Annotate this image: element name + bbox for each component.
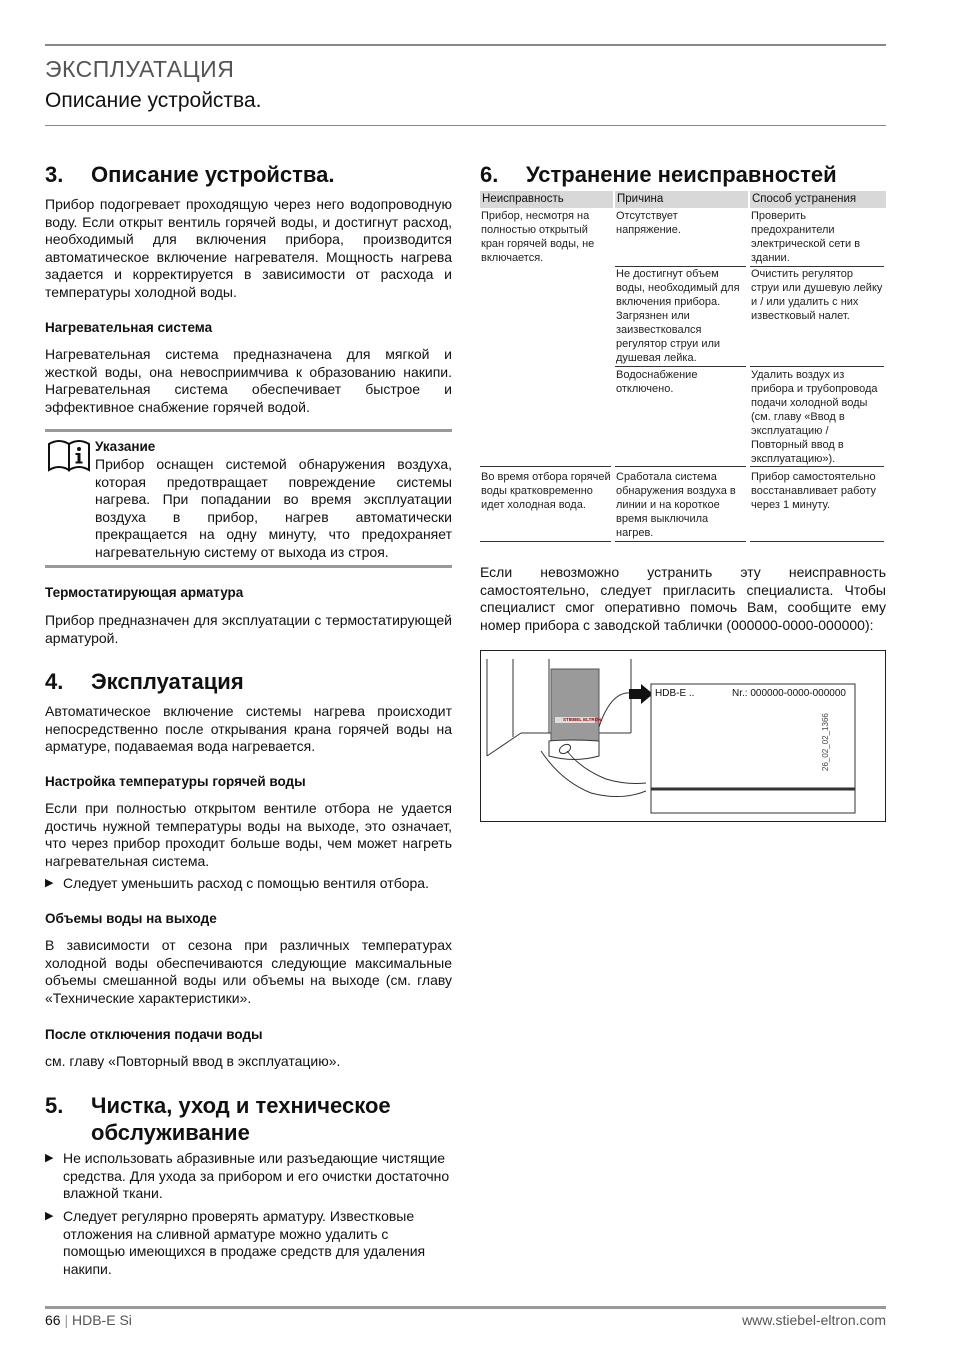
cleaning-bullet-1: ▶ Не использовать абразивные или разъедающие чистящие средства. Для ухода за прибором и его очистки достаточно влажной ткани.: [45, 1150, 450, 1202]
note-text: Прибор оснащен системой обнаружения воздуха, которая предотвращает повреждение системы нагрева. При попадании во время эксплуатации воздуха в прибор, нагрев автоматически прекращается на одну минуту, что предохраняет нагревательную систему от выхода из строя.: [95, 456, 452, 560]
row-divider: [480, 466, 611, 467]
volumes-text: В зависимости от сезона при различных температурах холодной воды обеспечиваются следующие максимальные объемы смешанной воды или объемы на выходе (см. главу «Технические характеристики».: [45, 937, 452, 1006]
after-shutoff-text: см. главу «Повторный ввод в эксплуатацию».: [45, 1053, 341, 1069]
table-cell-cause: Сработала система обнаружения воздуха в линии и на короткое время выключила нагрев.: [616, 471, 736, 539]
section-4-text: Автоматическое включение системы нагрева происходит непосредственно после открывания крана горячей воды на арматуре, подаваемая вода нагревается.: [45, 703, 452, 755]
table-cell-fault: Во время отбора горячей воды кратковременно идет холодная вода.: [481, 471, 611, 511]
row-divider: [480, 541, 611, 542]
heating-system-title: Нагревательная система: [45, 320, 213, 335]
section-4-heading: 4. Эксплуатация: [45, 669, 244, 694]
top-rule: [45, 44, 886, 46]
section-3-heading: 3. Описание устройства.: [45, 162, 335, 187]
cleaning-bullet-2: ▶ Следует регулярно проверять арматуру. Известковые отложения на сливной арматуре можно удалить с помощью имеющихся в продаже средств для удаления накипи.: [45, 1208, 426, 1277]
info-book-icon: [47, 438, 91, 477]
footer-rule: [45, 1306, 886, 1309]
temperature-bullet: ▶ Следует уменьшить расход с помощью вентиля отбора.: [45, 875, 429, 891]
table-cell-fault: Прибор, несмотря на полностью открытый кран горячей воды, не включается.: [481, 210, 595, 264]
col-header-fault: Неисправность: [480, 191, 613, 208]
temperature-title: Настройка температуры горячей воды: [45, 774, 306, 789]
col-header-remedy: Способ устранения: [750, 191, 886, 208]
col-header-cause: Причина: [615, 191, 748, 208]
nameplate-figure: [480, 650, 886, 822]
header-rule: [45, 125, 886, 126]
section-6-heading: 6. Устранение неисправностей: [480, 162, 837, 187]
bullet-triangle-icon: ▶: [45, 877, 54, 889]
row-divider: [750, 466, 884, 467]
section-header: ЭКСПЛУАТАЦИЯ: [45, 56, 235, 82]
volumes-title: Объемы воды на выходе: [45, 911, 217, 926]
table-cell-remedy: Прибор самостоятельно восстанавливает работу через 1 минуту.: [751, 471, 876, 511]
footer-url: www.stiebel-eltron.com: [742, 1312, 886, 1328]
heating-system-text: Нагревательная система предназначена для мягкой и жесткой воды, она невосприимчива к образованию накипи. Нагревательная система обеспечивает быстрое и эффективное снабжение горячей водой.: [45, 346, 452, 415]
thermostatic-text: Прибор предназначен для эксплуатации с термостатирующей арматурой.: [45, 612, 452, 646]
thermostatic-title: Термостатирующая арматура: [45, 585, 244, 600]
row-divider: [615, 466, 746, 467]
row-divider: [750, 541, 884, 542]
row-divider: [615, 541, 746, 542]
after-table-text: Если невозможно устранить эту неисправность самостоятельно, следует пригласить специалиста. Чтобы специалист смог оперативно помочь Вам, сообщите ему номер прибора с заводской таблички (000000-0000-000000):: [480, 564, 886, 633]
note-top-rule: [45, 429, 452, 432]
section-3-intro: Прибор подогревает проходящую через него водопроводную воду. Если открыт вентиль горячей воды, и достигнут расход, необходимый для включения прибора, производится автоматическое включение нагревателя. Мощность нагрева задается и корректируется в зависимости от расхода и температуры холодной воды.: [45, 196, 452, 300]
after-shutoff-title: После отключения подачи воды: [45, 1027, 263, 1042]
row-divider: [615, 366, 746, 367]
table-cell-cause: Не достигнут объем воды, необходимый для включения прибора. Загрязнен или заизвестковался регулятор струи или душевая лейка.: [616, 268, 740, 364]
table-cell-remedy: Очистить регулятор струи или душевую лейку и / или удалить с них известковый налет.: [751, 268, 883, 322]
plate-number: Nr.: 000000-0000-000000: [732, 688, 846, 699]
plate-model: HDB-E ..: [655, 688, 695, 699]
table-cell-remedy: Удалить воздух из прибора и трубопровода подачи холодной воды (см. главу «Ввод в эксплуатацию / Повторный ввод в эксплуатацию»).: [751, 369, 878, 465]
bullet-triangle-icon: ▶: [45, 1152, 54, 1164]
brand-label: STIEBEL ELTRON: [563, 717, 602, 722]
document-name: HDB-E Si: [72, 1312, 132, 1328]
section-5-heading: 5. Чистка, уход и техническое обслуживание: [45, 1093, 391, 1145]
figure-reference: 26_02_02_1366: [821, 713, 830, 771]
table-cell-remedy: Проверить предохранители электрической сети в здании.: [751, 210, 861, 264]
section-subtitle: Описание устройства.: [45, 89, 262, 112]
table-cell-cause: Отсутствует напряжение.: [616, 210, 681, 236]
page-number: 66: [45, 1312, 61, 1328]
footer-page-info: 66 | HDB-E Si: [45, 1312, 132, 1328]
bullet-triangle-icon: ▶: [45, 1210, 54, 1222]
note-title: Указание: [95, 439, 156, 454]
temperature-text: Если при полностью открытом вентиле отбора не удается достичь нужной температуры воды на выходе, это означает, что через прибор проходит больше воды, чем может нагреть нагревательная система.: [45, 800, 452, 869]
table-cell-cause: Водоснабжение отключено.: [616, 369, 698, 395]
row-divider: [750, 366, 884, 367]
note-bottom-rule: [45, 565, 452, 568]
